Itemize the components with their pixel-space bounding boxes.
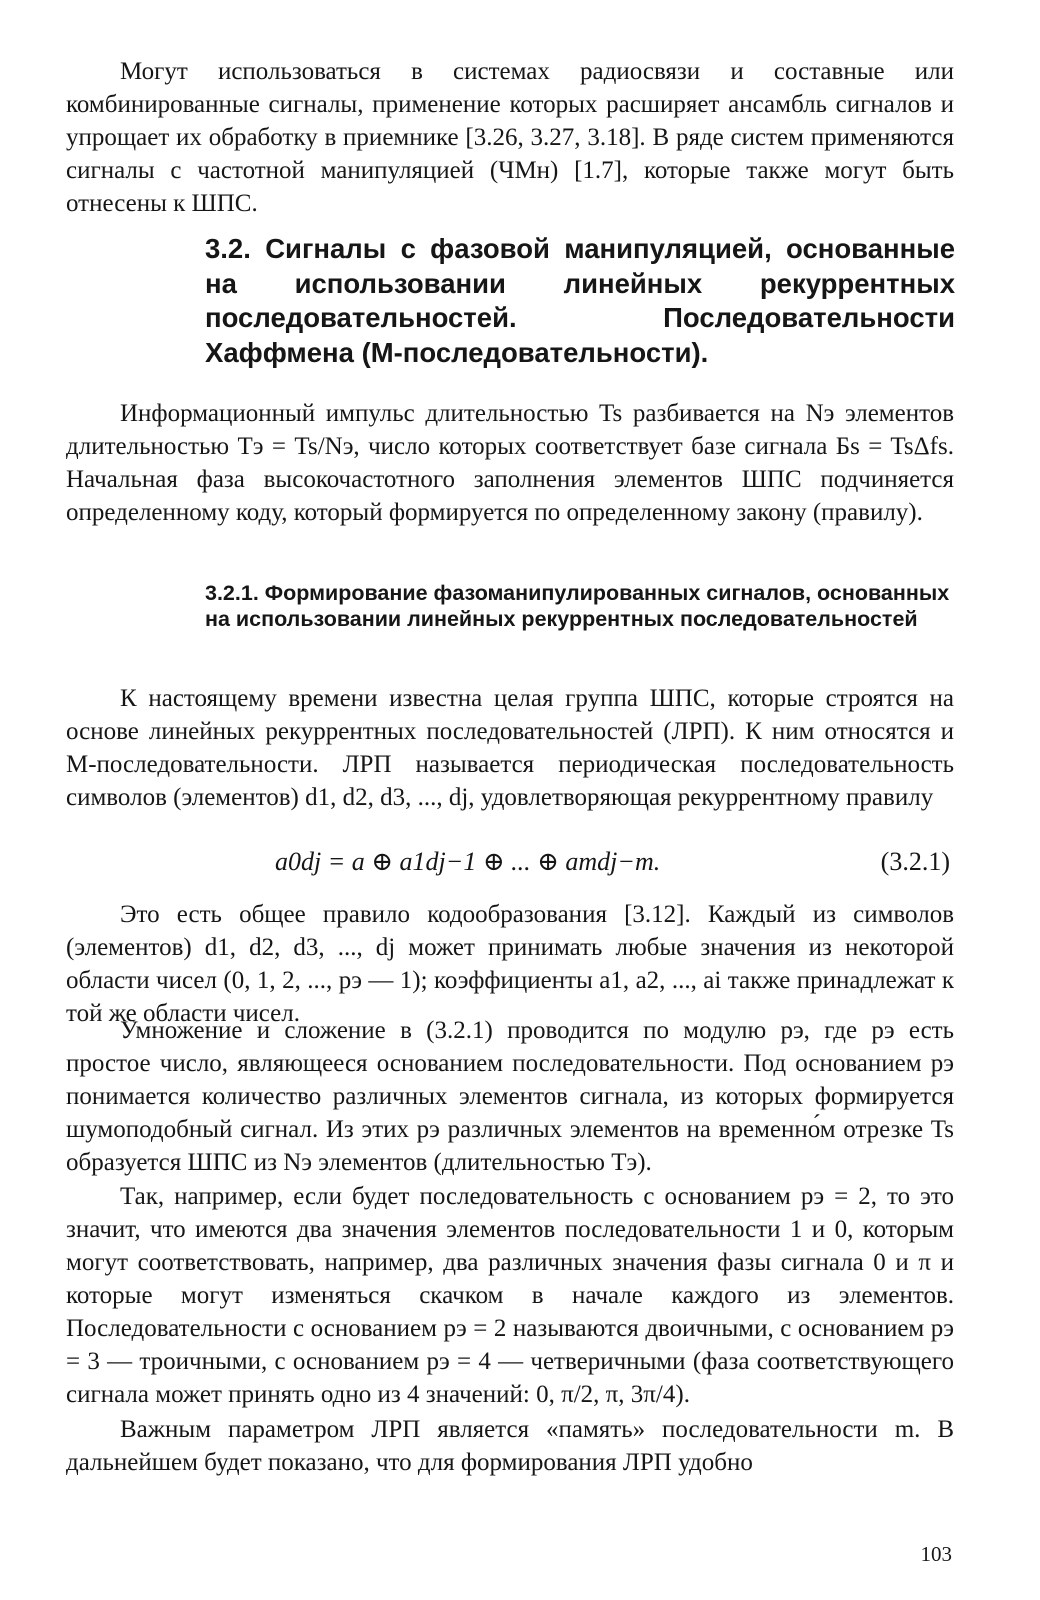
subsection-heading: [205, 580, 955, 632]
equation-expression: a0dj = a ⊕ a1dj−1 ⊕ ... ⊕ amdj−m.: [275, 847, 661, 876]
subsection-number: 3.2.1.: [205, 581, 259, 605]
equation-number: (3.2.1): [880, 847, 950, 876]
paragraph-lrp-definition: К настоящему времени известна целая группа ШПС, которые строятся на основе линейных рекуррентных последовательностей (ЛРП). К ним относятся и M-последовательности. ЛРП называется периодическая последовательность символов (элементов) d1, d2, d3, ..., dj, удовлетворяющая рекуррентному правилу: [66, 685, 954, 811]
paragraph-example: Так, например, если будет последовательность с основанием pэ = 2, то это значит, что имеются два значения элементов последовательности 1 и 0, которым могут соответствовать, например, два различных значения фазы сигнала 0 и π и которые могут изменяться скачком в начале каждого из элементов. Последовательности с основанием pэ = 2 называются двоичными, с основанием pэ = 3 — троичными, с основанием pэ = 4 — четверичными (фаза соответствующего сигнала может принять одно из 4 значений: 0, π/2, π, 3π/4).: [66, 1183, 954, 1408]
paragraph-info-pulse: Информационный импульс длительностью Ts разбивается на Nэ элементов длительностью Tэ = Ts/Nэ, число которых соответствует базе сигнала Бs = TsΔfs. Начальная фаза высокочастотного заполнения элементов ШПС подчиняется определенному коду, который формируется по определенному закону (правилу).: [66, 400, 954, 526]
paragraph-intro: Могут использоваться в системах радиосвязи и составные или комбинированные сигналы, применение которых расширяет ансамбль сигналов и упрощает их обработку в приемнике [3.26, 3.27, 3.18]. В ряде систем применяются сигналы с частотной манипуляцией (ЧМн) [1.7], которые также могут быть отнесены к ШПС.: [66, 58, 954, 217]
section-title: Сигналы с фазовой манипуляцией, основанные на использовании линейных рекуррентных последовательностей. Последовательности Хаффмена (M-последовательности).: [205, 233, 955, 368]
section-number: 3.2.: [205, 233, 251, 264]
page-number: 103: [920, 1542, 952, 1566]
paragraph-modulo: Умножение и сложение в (3.2.1) проводится по модулю pэ, где pэ есть простое число, являющееся основанием последовательности. Под основанием pэ понимается количество различных элементов сигнала, из которых формируется шумоподобный сигнал. Из этих pэ различных элементов на временно́м отрезке Ts образуется ШПС из Nэ элементов (длительностью Tэ).: [66, 1017, 954, 1176]
subsection-title: Формирование фазоманипулированных сигналов, основанных на использовании линейных рекуррентных последовательностей: [205, 581, 950, 631]
paragraph-coding-rule: Это есть общее правило кодообразования [3.12]. Каждый из символов (элементов) d1, d2, d3, ..., dj может принимать любые значения из некоторой области чисел (0, 1, 2, ..., pэ — 1); коэффициенты a1, a2, ..., ai также принадлежат к той же области чисел.: [66, 901, 954, 1027]
section-heading: [205, 232, 955, 370]
paragraph-memory: Важным параметром ЛРП является «память» последовательности m. В дальнейшем будет показано, что для формирования ЛРП удобно: [66, 1416, 954, 1476]
